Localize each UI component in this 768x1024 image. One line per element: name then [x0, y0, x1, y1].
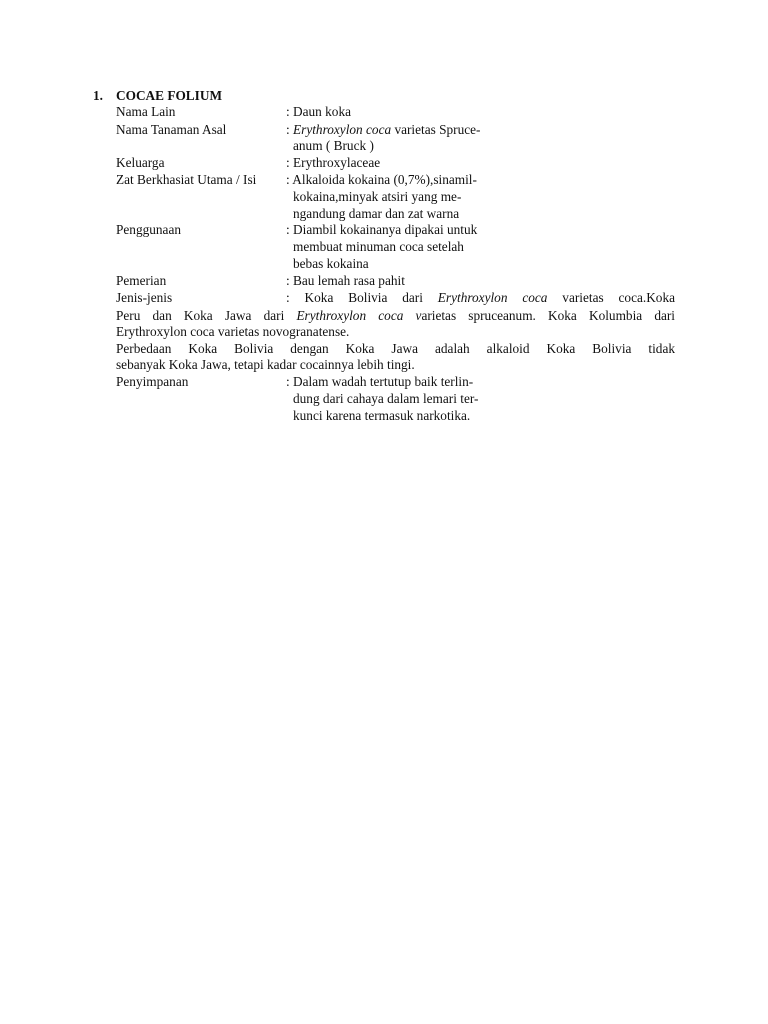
jenis-line3: Erythroxylon coca varietas novogranatense. [116, 324, 350, 339]
value-penggunaan-cont1: membuat minuman coca setelah [293, 239, 464, 254]
label-keluarga: Keluarga [116, 155, 165, 170]
value-zat-cont1: kokaina,minyak atsiri yang me- [293, 189, 462, 204]
jenis-text-4: arietas spruceanum. Koka Kolumbia dari [421, 308, 676, 323]
perbedaan-line1: Perbedaan Koka Bolivia dengan Koka Jawa adalah alkaloid Koka Bolivia tidak [116, 341, 675, 356]
label-pemerian: Pemerian [116, 273, 167, 288]
colon: : [286, 122, 294, 137]
value-rest: varietas Spruce- [391, 122, 481, 137]
value-zat-cont2: ngandung damar dan zat warna [293, 206, 460, 221]
label-penggunaan: Penggunaan [116, 222, 181, 237]
label-nama-lain: Nama Lain [116, 104, 176, 119]
section-number: 1. [93, 88, 103, 103]
label-nama-tanaman: Nama Tanaman Asal [116, 122, 227, 137]
value-penggunaan: : Diambil kokainanya dipakai untuk [286, 222, 478, 237]
value-nama-lain: : Daun koka [286, 104, 351, 119]
value-zat: : Alkaloida kokaina (0,7%),sinamil- [286, 172, 477, 187]
jenis-line2 [116, 307, 675, 325]
value-nama-tanaman-cont: anum ( Bruck ) [293, 138, 374, 153]
value-nama-tanaman [286, 122, 480, 138]
label-jenis: Jenis-jenis [116, 290, 173, 305]
value-penyimpanan: : Dalam wadah tertutup baik terlin- [286, 374, 474, 389]
jenis-species-2: Erythroxylon coca v [296, 308, 422, 323]
perbedaan-line2: sebanyak Koka Jawa, tetapi kadar cocainnya lebih tingi. [116, 357, 415, 372]
value-penyimpanan-cont2: kunci karena termasuk narkotika. [293, 408, 471, 423]
value-penyimpanan-cont1: dung dari cahaya dalam lemari ter- [293, 391, 479, 406]
value-keluarga: : Erythroxylaceae [286, 155, 381, 170]
label-zat: Zat Berkhasiat Utama / Isi [116, 172, 257, 187]
value-jenis-line1 [286, 290, 675, 306]
label-penyimpanan: Penyimpanan [116, 374, 189, 389]
jenis-text-2: varietas coca.Koka [547, 290, 675, 305]
jenis-species-1: Erythroxylon coca [437, 290, 548, 305]
value-penggunaan-cont2: bebas kokaina [293, 256, 369, 271]
value-pemerian: : Bau lemah rasa pahit [286, 273, 405, 288]
section-title: COCAE FOLIUM [116, 88, 223, 103]
jenis-text-1: : Koka Bolivia dari [286, 290, 438, 305]
jenis-text-3: Peru dan Koka Jawa dari [116, 308, 297, 323]
species-name: Erythroxylon coca [293, 122, 392, 137]
